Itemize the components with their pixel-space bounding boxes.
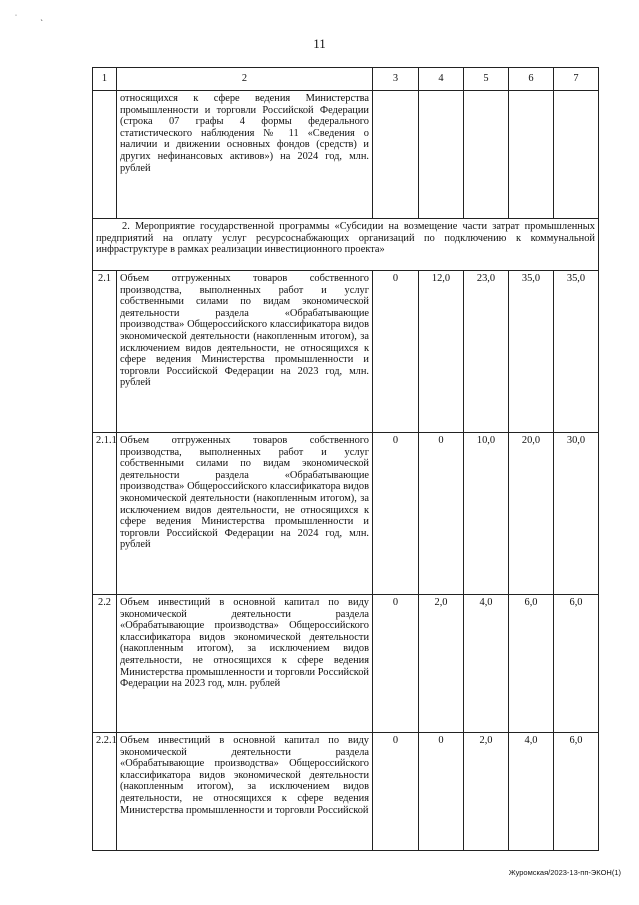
row-value — [464, 91, 509, 219]
row-value: 23,0 — [464, 271, 509, 433]
row-value: 35,0 — [554, 271, 599, 433]
document-code: Журомская/2023-13-пп-ЭКОН(1) — [508, 868, 621, 877]
header-cell: 7 — [554, 68, 599, 91]
row-value: 6,0 — [509, 595, 554, 733]
row-value: 4,0 — [464, 595, 509, 733]
row-description: Объем инвестиций в основной капитал по виду экономической деятельности раздела «Обрабатывающие производства» Общероссийского классификатора видов экономической деятельности (накопленным итогом), за исключением видов деятельности, не относящихся к сфере ведения Министерства промышленности и торговли Российской Федерации на 2023 год, млн. рублей — [117, 595, 373, 733]
row-description: относящихся к сфере ведения Министерства промышленности и торговли Российской Федерации (строка 07 графы 4 формы федерального статистического наблюдения № 11 «Сведения о наличии и движении основных фондов (средств) и других нефинансовых активов») на 2024 год, млн. рублей — [117, 91, 373, 219]
table-row — [93, 271, 599, 433]
table-row — [93, 595, 599, 733]
row-value: 2,0 — [464, 733, 509, 851]
row-value: 0 — [373, 271, 419, 433]
header-cell: 2 — [117, 68, 373, 91]
scan-speck: ˙ — [14, 14, 18, 23]
row-value: 4,0 — [509, 733, 554, 851]
row-value: 35,0 — [509, 271, 554, 433]
row-number — [93, 91, 117, 219]
row-value: 20,0 — [509, 433, 554, 595]
row-value: 0 — [419, 433, 464, 595]
row-value: 10,0 — [464, 433, 509, 595]
row-value — [419, 91, 464, 219]
header-cell: 4 — [419, 68, 464, 91]
scan-speck: ˎ — [40, 12, 44, 21]
row-value: 6,0 — [554, 733, 599, 851]
indicators-table — [92, 67, 599, 851]
row-value: 0 — [373, 733, 419, 851]
header-cell: 3 — [373, 68, 419, 91]
row-number: 2.1 — [93, 271, 117, 433]
row-value — [509, 91, 554, 219]
table-row — [93, 91, 599, 219]
row-value: 2,0 — [419, 595, 464, 733]
row-value: 0 — [419, 733, 464, 851]
row-value: 0 — [373, 433, 419, 595]
page-number: 11 — [313, 36, 326, 51]
header-cell: 1 — [93, 68, 117, 91]
table-header-row — [93, 68, 599, 91]
row-value: 0 — [373, 595, 419, 733]
row-value — [554, 91, 599, 219]
row-description: Объем отгруженных товаров собственного производства, выполненных работ и услуг собственными силами по видам экономической деятельности раздела «Обрабатывающие производства» Общероссийского классификатора видов экономической деятельности (накопленным итогом), за исключением видов деятельности, не относящихся к сфере ведения Министерства промышленности и торговли Российской Федерации на 2023 год, млн. рублей — [117, 271, 373, 433]
row-number: 2.2 — [93, 595, 117, 733]
row-number: 2.1.1 — [93, 433, 117, 595]
row-value: 12,0 — [419, 271, 464, 433]
section-heading: 2. Мероприятие государственной программы «Субсидии на возмещение части затрат промышленных предприятий на оплату услуг ресурсоснабжающих организаций по подключению к коммунальной инфраструктуре в рамках реализации инвестиционного проекта» — [93, 219, 599, 271]
row-number: 2.2.1 — [93, 733, 117, 851]
table-row — [93, 433, 599, 595]
row-value: 6,0 — [554, 595, 599, 733]
header-cell: 6 — [509, 68, 554, 91]
row-value: 30,0 — [554, 433, 599, 595]
section-heading-row — [93, 219, 599, 271]
table-row — [93, 733, 599, 851]
row-value — [373, 91, 419, 219]
row-description: Объем отгруженных товаров собственного производства, выполненных работ и услуг собственными силами по видам экономической деятельности раздела «Обрабатывающие производства» Общероссийского классификатора видов экономической деятельности (накопленным итогом), за исключением видов деятельности, не относящихся к сфере ведения Министерства промышленности и торговли Российской Федерации на 2024 год, млн. рублей — [117, 433, 373, 595]
row-description: Объем инвестиций в основной капитал по виду экономической деятельности раздела «Обрабатывающие производства» Общероссийского классификатора видов экономической деятельности (накопленным итогом), за исключением видов деятельности, не относящихся к сфере ведения Министерства промышленности и торговли Российской — [117, 733, 373, 851]
header-cell: 5 — [464, 68, 509, 91]
